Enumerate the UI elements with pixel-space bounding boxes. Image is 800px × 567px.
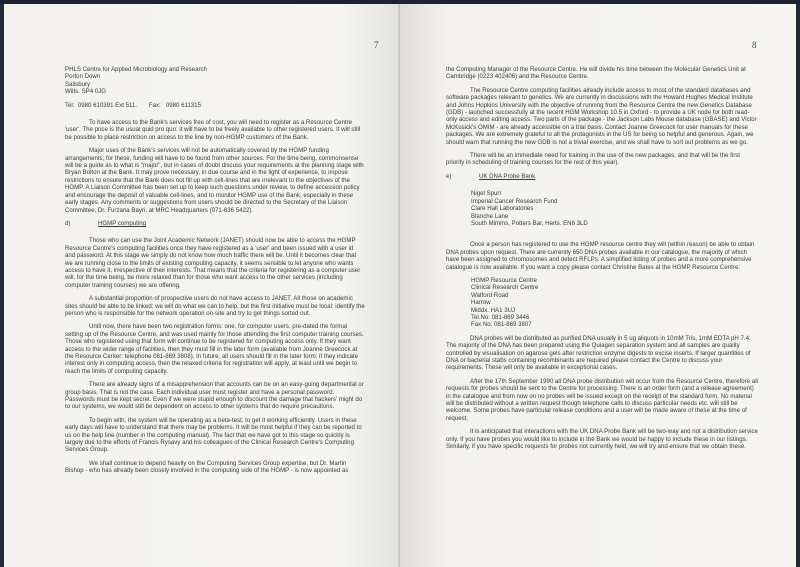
paragraph: There are already signs of a misapprehension that accounts can be on an easy-going departmental or group basis. That is not the case. Each individual user must register and have a personal password. Passwords must be kept secret. Even if we were stupid enough to discount the damage that hackers' might do to our systems, we would still be dependent on access to other systems that do require precautions. [65,381,364,411]
address-line: Tel.No: 081-869 3446 [471,313,530,321]
address-block [471,190,758,227]
section-title: HGMP computing [98,219,146,227]
paragraph: To have access to the Bank's services free of cost, you will need to register as a Resource Centre 'user'. The price is the usual quid pro quo: it will have to be freely available to other registered users. It will still be possible to place restriction on access to the line by non-HGMP customers of the Bank. [65,119,361,141]
paragraph: The Resource Centre computing facilities already include access to most of the standard databases and software packages relevant to genetics. We are currently in discussions with the Howard Hughes Medical Institute and Johns Hopkins University with the objective of running from the Resource Centre the new Genetics Database (GDB) - launched successfully at the recent HGM Workshop 10.5 in Oxford - to provide a UK node for both read-only access and editing access. Two parts of the package - the Jackson Labs Mouse database (GBASE) and Victor McKusick's OMIM - are already accessible on a trial basis. Contact Joanne Greecock for user manuals for these packages. We are extremely grateful to all the protagonists in the US for being so helpful and generous. Again, we should warn that running the new GDB is not a trivial exercise, and we shall have to sort out problems as we go. [446,86,757,146]
telephone-line: Tel: 0980 610391 Ext 511. Fax: 0980 611315 [65,101,201,109]
address-line: Harrow [471,299,491,307]
paragraph: A substantial proportion of prospective users do not have access to JANET. All those on academic sites should be able to be linked; we will do what we can to help, but the first initiative must be local: identify the person who is responsible for the network operation on-site and try to get things sorted out. [65,295,365,317]
paragraph: Those who can use the Joint Academic Network (JANET) should now be able to access the HGMP Resource Centre's computing facilities once they have registered as a 'user' and been issued with a user id and password. At this stage we simply do not know how much traffic there will be. Until it becomes clear that we are running close to the limits of existing computing capacity, it seems sensible to let anyone who wants access to have it, irrespective of their interests. That means that the criteria for registering as a computer user will, for the time being, be more relaxed than for those who want access to the other services (including computer training courses) we are offering. [65,237,361,289]
paragraph: We shall continue to depend heavily on the Computing Services Group expertise, but Dr. Martin Bishop - who has already been closely involved in the computing side of the HGMP - is now appointed as [65,459,349,475]
address-line: HGMP Resource Centre [471,276,537,284]
paragraph: Major uses of the Bank's services will not be automatically covered by the HGMP funding arrangements; for these, funding will have to be found from other sources. For the time being, commonsense will be a guide as to what is "major", but in cases of doubt discuss your requirements at the planning stage with Bryan Bolton at the Bank. It may prove necessary, in due course and in the light of experience, to impose restrictions to ensure that the Bank does not fill up with cell-lines that are irrelevant to the objectives of the HGMP. A Liaison Committee has been set up to keep such questions under review, to define accession policy and encourage the deposit of valuable cell-lines, and to monitor HGMP use of the Bank, especially in these early stages. Any comments or suggestions from users should be directed to the Secretary of the Liaison Committee, Dr. Furzana Bayri, at MRC Headquarters (071-636 5422). [65,147,364,214]
paragraph: It is anticipated that interactions with the UK DNA Probe Bank will be two-way and not a distribution service only. If you have probes you would like to include in the Bank we would be happy to include these in our listings. Similarly, if you have specific requests for probes not currently held, we will try and ensure that we obtain these. [446,428,758,451]
paragraph: After the 17th September 1990 all DNA probe distribution will occur from the Resource Centre, therefore all requests for probes should be sent to the Centre for processing. There is an order form (and a release agreement) in the catalogue and from now on no probes will be issued except on the receipt of the standard form. No material will be distributed without a written request though telephone calls to discuss particular needs etc. will still be welcome. Some probes have particular release conditions and a user will be made aware of these at the time of request. [446,377,758,422]
paragraph: There will be an immediate need for training in the use of the new packages, and that will be the first priority in scheduling of training courses for the rest of this year). [446,152,740,167]
right-page [400,4,796,567]
address-block [65,66,365,96]
address-line: Watford Road [471,291,509,299]
address-line: PHLS Centre for Applied Microbiology and Research [65,66,207,73]
left-page [4,4,400,567]
address-line: Salisbury [65,80,91,88]
address-block [471,277,758,329]
section-title: UK DNA Probe Bank [479,172,536,180]
left-text-column [65,66,365,481]
section-heading [65,220,365,227]
section-label: e) [446,172,452,180]
paragraph: Once a person has registered to use the HGMP resource centre they will (within reason) be able to obtain DNA probes upon request. There are currently 650 DNA probes available in our catalogue, the majority of which have been assigned to chromosomes and detect RFLPs. A simplified listing of probes and a more comprehensive catalogue is now available. If you want a copy please contact Christine Bates at the HGMP Resource Centre: [446,241,755,271]
section-label: d) [65,219,71,227]
paragraph: To begin with, the system will be operating as a beta-test, to get it working efficiently. Users in these early days will have to understand that there may be problems. It will be most helpful if they can be reported to us on the help line (number in the computing manual). The fact that we have got to this stage so quickly is largely due to the efforts of Francis Rysavy and his colleagues of the Clinical Research Centre's Computing Services Group. [65,416,362,454]
paragraph: the Computing Manager of the Resource Centre. He will divide his time between the Molecular Genetics Unit at Cambridge (0223 402406) and the Resource Centre. [446,66,746,81]
page-number: 7 [374,40,379,50]
address-line: Clare Hall Laboratories [471,205,534,213]
page-number: 8 [752,40,757,50]
address-line: Blanche Lane [471,212,509,220]
address-line: Porton Down [65,73,101,81]
address-line: Wilts. SP4 0JG [65,88,106,96]
paragraph: Until now, there have been two registration forms: one, for computer users, pre-dated the formal setting up of the Resource Centre, and was used mainly for those attending the first computer training courses. Those who registered using that form will continue to be registered for computing access only. If they want access to the wider range of facilities, then they must fill in the later form (available from Joanne Greecock at the Resource Center: telephone 081-869 3808). In future, all users should fill in the later form; if they indicate interest only in computing access, then the relaxed criteria for registration will apply, at least until we begin to reach the limits of computing capacity. [65,323,364,375]
paragraph: DNA probes will be distributed as purified DNA usually in 5 ug aliquots in 10mM Tris, 1mM EDTA pH 7.4. The majority of the DNA has been prepared using the Quiagen separation system and all samples are quality controlled by visualisation on agarose gels after restriction enzyme digests to excise inserts. If larger quantities of DNA or bacterial stabs containing recombinants are required please contact the Centre to discuss your requirements. These will only be available in exceptional cases. [446,334,751,372]
right-text-column [446,66,758,456]
address-line: South Mimms, Potters Bar, Herts. EN6 3LD [471,219,588,227]
section-heading [446,173,758,180]
address-line: Clinical Research Centre [471,284,539,292]
address-line: Nigel Spurr [471,190,502,198]
address-line: Imperial Cancer Research Fund [471,197,558,205]
address-line: Middx. HA1 3UJ [471,306,516,314]
address-line: Fax No: 081-869 3807 [471,321,532,329]
